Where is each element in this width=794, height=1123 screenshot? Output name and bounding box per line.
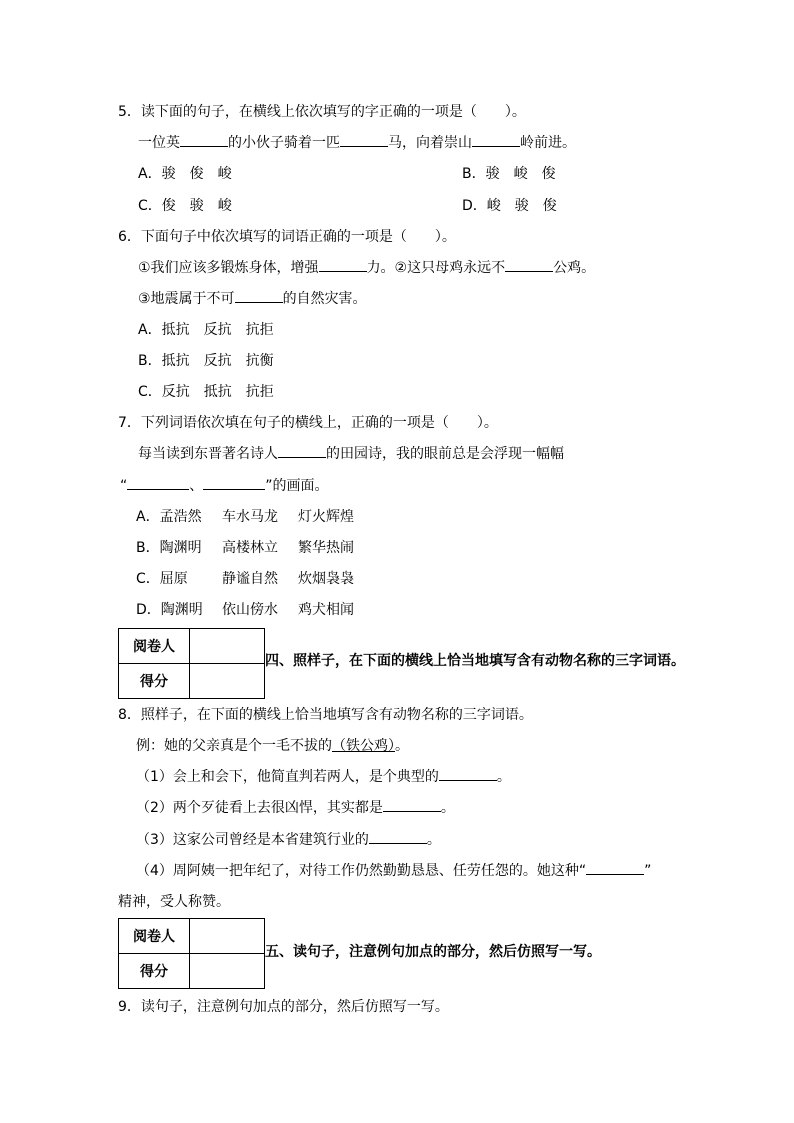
text: 例：她的父亲真是个一毛不拔的 (136, 738, 332, 754)
text: ③地震属于不可 (138, 291, 235, 307)
score-cell[interactable] (190, 664, 265, 699)
answer-blank[interactable] (383, 799, 441, 812)
q5-sentence (138, 134, 576, 152)
q6-line1 (138, 259, 595, 277)
text: （1）会上和会下，他简直判若两人，是个典型的 (136, 769, 439, 785)
q8-item-4 (136, 862, 651, 880)
q8-example (136, 737, 409, 755)
answer-blank[interactable] (127, 477, 189, 490)
answer-blank[interactable] (203, 477, 265, 490)
q7-stem: 7．下列词语依次填在句子的横线上，正确的一项是（ ）。 (118, 415, 498, 431)
answer-blank[interactable] (439, 768, 497, 781)
score-cell[interactable] (190, 954, 265, 989)
text: A．孟浩然 (136, 509, 202, 525)
score-table (118, 628, 265, 699)
text: 炊烟袅袅 (298, 571, 354, 587)
q6-option-b: B．抵抗 反抗 抗衡 (138, 353, 274, 369)
q7-option-a (136, 508, 354, 526)
q8-item-4-continued: 精神，受人称赞。 (118, 894, 230, 910)
q7-line2 (120, 477, 329, 495)
text: 、 (189, 478, 204, 494)
answer-blank[interactable] (319, 259, 367, 272)
q5-option-c: C．俊 骏 峻 (138, 198, 232, 214)
text: 繁华热闹 (298, 540, 354, 556)
text: 的自然灾害。 (282, 291, 367, 307)
reviewer-label: 阅卷人 (119, 629, 190, 664)
q5-option-d: D．峻 骏 俊 (462, 198, 557, 214)
answer-blank[interactable] (340, 134, 388, 147)
q8-item-2 (136, 799, 455, 817)
q5-option-b: B．骏 峻 俊 (462, 166, 556, 182)
text: D．陶渊明 (136, 602, 203, 618)
q5-option-a: A．骏 俊 峻 (138, 166, 232, 182)
q6-option-a: A．抵抗 反抗 抗拒 (138, 322, 274, 338)
answer-blank[interactable] (505, 259, 553, 272)
answer-blank[interactable] (180, 134, 228, 147)
text: 岭前进。 (520, 135, 576, 151)
reviewer-label: 阅卷人 (119, 919, 190, 954)
text: （4）周阿姨一把年纪了，对待工作仍然勤勤恳恳、任劳任怨的。她这种“ (136, 863, 587, 879)
text: 。 (496, 769, 511, 785)
text: C．屈原 (136, 571, 188, 587)
q8-item-1 (136, 768, 511, 786)
q7-option-b (136, 539, 354, 557)
section-5-heading: 五、读句子，注意例句加点的部分，然后仿照写一写。 (265, 944, 601, 960)
reviewer-cell[interactable] (190, 629, 265, 664)
text: 车水马龙 (222, 509, 278, 525)
q5-stem: 5．读下面的句子，在横线上依次填写的字正确的一项是（ ）。 (118, 104, 526, 120)
text: 每当读到东晋著名诗人 (138, 446, 278, 462)
text: 。 (440, 800, 455, 816)
q8-stem: 8．照样子，在下面的横线上恰当地填写含有动物名称的三字词语。 (118, 707, 533, 723)
q6-option-c: C．反抗 抵抗 抗拒 (138, 384, 274, 400)
answer-blank[interactable] (472, 134, 520, 147)
text: ①我们应该多锻炼身体，增强 (138, 260, 319, 276)
q9-stem: 9．读句子，注意例句加点的部分，然后仿照写一写。 (118, 999, 449, 1015)
reviewer-cell[interactable] (190, 919, 265, 954)
answer-blank[interactable] (235, 290, 283, 303)
q6-stem: 6．下面句子中依次填写的词语正确的一项是（ ）。 (118, 229, 456, 245)
q7-line1 (138, 445, 564, 463)
q7-option-c (136, 570, 354, 588)
text: 公鸡。 (553, 260, 596, 276)
score-label: 得分 (119, 664, 190, 699)
text: 。 (395, 738, 409, 754)
score-table (118, 918, 265, 989)
text: 静谧自然 (222, 571, 278, 587)
answer-blank[interactable] (586, 862, 644, 875)
text: 鸡犬相闻 (298, 602, 354, 618)
q8-item-3 (136, 831, 441, 849)
answer-blank[interactable] (278, 445, 326, 458)
text: 。 (426, 832, 441, 848)
text: ”的画面。 (265, 478, 329, 494)
text: “ (120, 478, 128, 494)
example-answer: （铁公鸡） (332, 738, 395, 754)
text: （2）两个歹徒看上去很凶悍，其实都是 (136, 800, 383, 816)
answer-blank[interactable] (369, 831, 427, 844)
text: 一位英 (138, 135, 180, 151)
text: 的小伙子骑着一匹 (228, 135, 340, 151)
q6-line2 (138, 290, 367, 308)
section-4-heading: 四、照样子，在下面的横线上恰当地填写含有动物名称的三字词语。 (265, 653, 685, 669)
text: 灯火辉煌 (298, 509, 354, 525)
score-label: 得分 (119, 954, 190, 989)
q7-option-d (136, 601, 354, 619)
text: 依山傍水 (222, 602, 278, 618)
text: 力。②这只母鸡永远不 (366, 260, 506, 276)
text: B．陶渊明 (136, 540, 202, 556)
text: 的田园诗，我的眼前总是会浮现一幅幅 (326, 446, 564, 462)
text: 马，向着崇山 (388, 135, 472, 151)
text: ” (644, 863, 652, 879)
text: （3）这家公司曾经是本省建筑行业的 (136, 832, 369, 848)
text: 高楼林立 (222, 540, 278, 556)
